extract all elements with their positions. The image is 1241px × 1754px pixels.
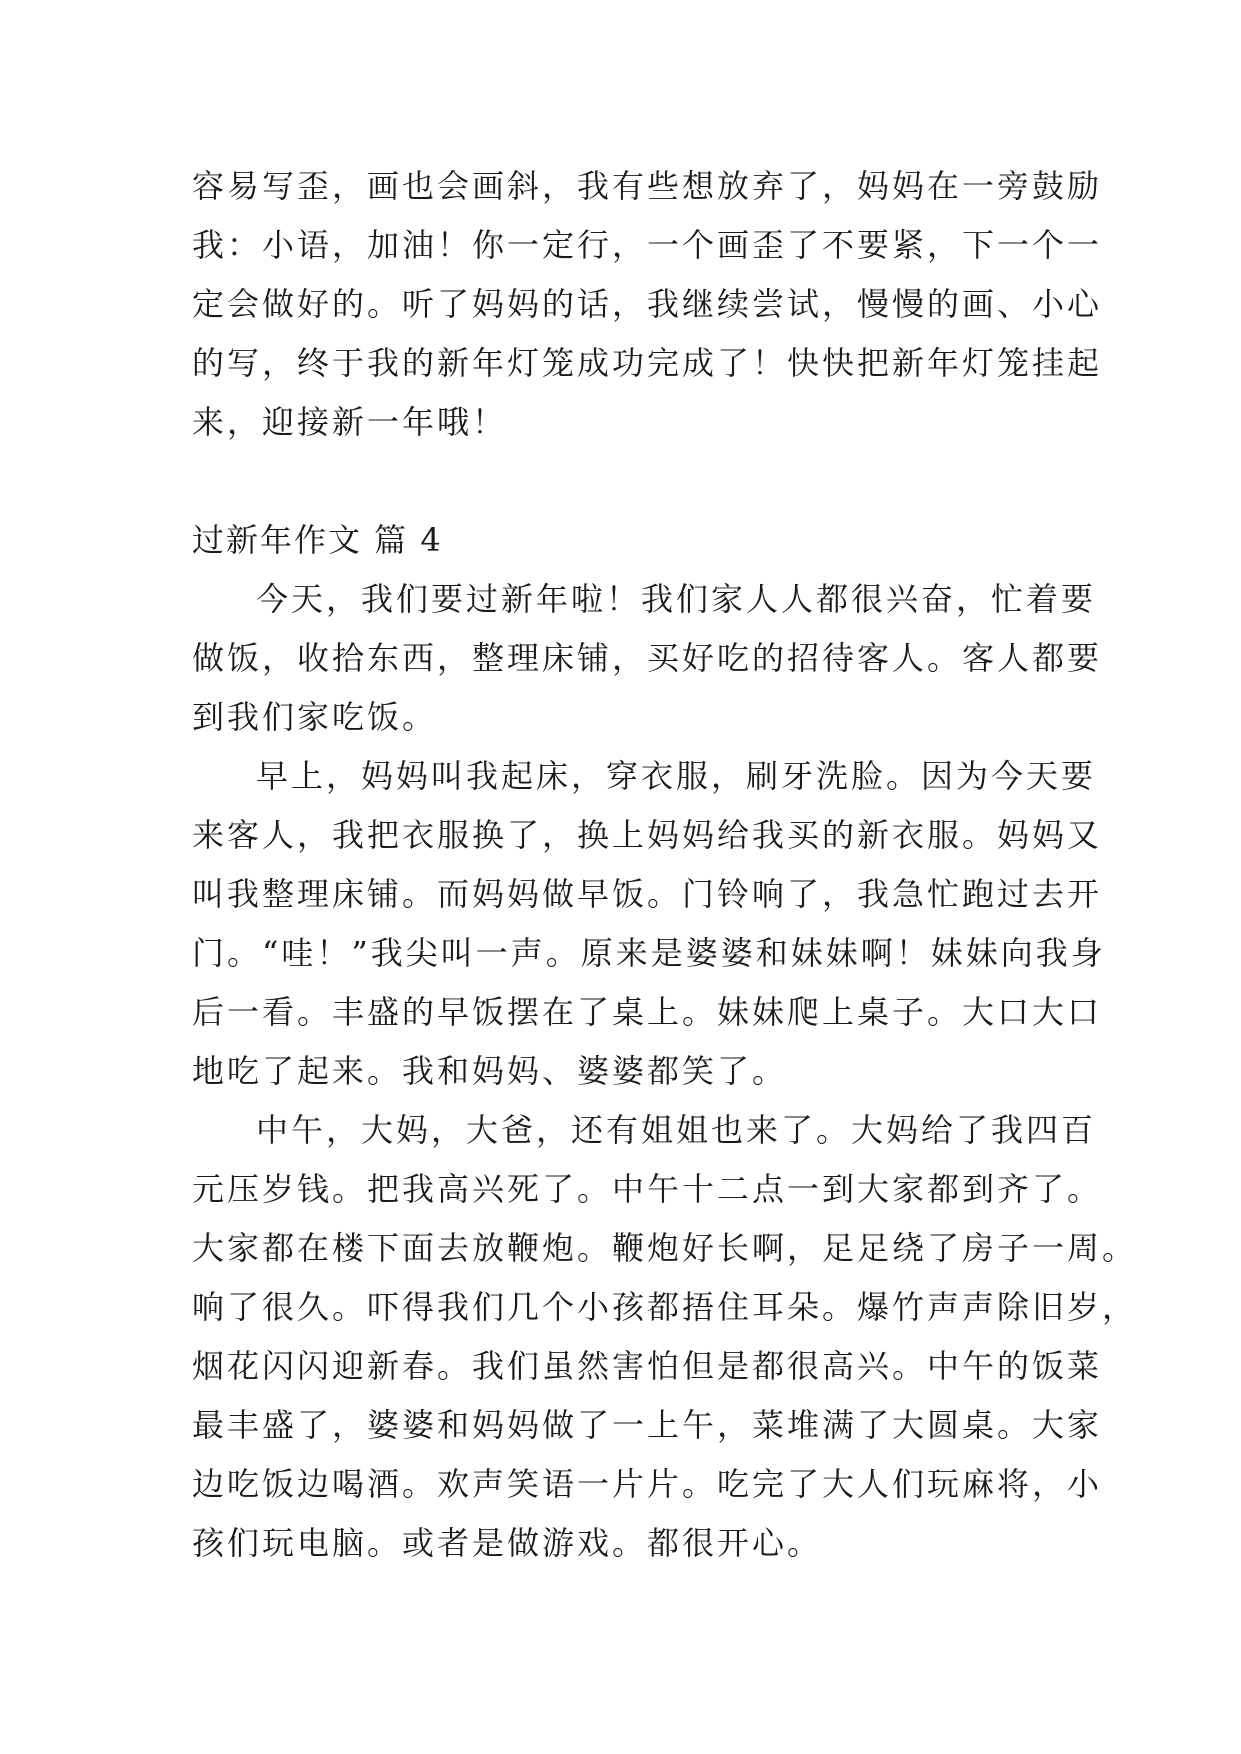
section-title: 过新年作文 篇 4 — [192, 521, 443, 559]
text-line: 响了很久。吓得我们几个小孩都捂住耳朵。爆竹声声除旧岁， — [192, 1288, 1138, 1326]
text-line: 叫我整理床铺。而妈妈做早饭。门铃响了，我急忙跑过去开 — [192, 875, 1103, 913]
text-line: 门。“哇！”我尖叫一声。原来是婆婆和妹妹啊！妹妹向我身 — [192, 934, 1106, 972]
text-line: 来客人，我把衣服换了，换上妈妈给我买的新衣服。妈妈又 — [192, 816, 1103, 854]
text-line: 做饭，收拾东西，整理床铺，买好吃的招待客人。客人都要 — [192, 639, 1103, 677]
text-line: 烟花闪闪迎新春。我们虽然害怕但是都很高兴。中午的饭菜 — [192, 1347, 1103, 1385]
text-line: 定会做好的。听了妈妈的话，我继续尝试，慢慢的画、小心 — [192, 285, 1103, 323]
text-line: 元压岁钱。把我高兴死了。中午十二点一到大家都到齐了。 — [192, 1170, 1103, 1208]
text-line: 到我们家吃饭。 — [192, 698, 438, 736]
text-line: 我：小语，加油！你一定行，一个画歪了不要紧，下一个一 — [192, 226, 1103, 264]
text-line: 今天，我们要过新年啦！我们家人人都很兴奋，忙着要 — [256, 580, 1097, 618]
text-line: 最丰盛了，婆婆和妈妈做了一上午，菜堆满了大圆桌。大家 — [192, 1406, 1103, 1444]
text-line: 中午，大妈，大爸，还有姐姐也来了。大妈给了我四百 — [256, 1111, 1097, 1149]
text-line: 孩们玩电脑。或者是做游戏。都很开心。 — [192, 1524, 823, 1562]
text-line: 边吃饭边喝酒。欢声笑语一片片。吃完了大人们玩麻将，小 — [192, 1465, 1103, 1503]
text-line: 的写，终于我的新年灯笼成功完成了！快快把新年灯笼挂起 — [192, 344, 1103, 382]
text-line: 后一看。丰盛的早饭摆在了桌上。妹妹爬上桌子。大口大口 — [192, 993, 1103, 1031]
text-line: 来，迎接新一年哦！ — [192, 403, 508, 441]
text-line: 容易写歪，画也会画斜，我有些想放弃了，妈妈在一旁鼓励 — [192, 167, 1103, 205]
text-line: 早上，妈妈叫我起床，穿衣服，刷牙洗脸。因为今天要 — [256, 757, 1097, 795]
text-line: 大家都在楼下面去放鞭炮。鞭炮好长啊，足足绕了房子一周。 — [192, 1229, 1138, 1267]
text-line: 地吃了起来。我和妈妈、婆婆都笑了。 — [192, 1052, 788, 1090]
